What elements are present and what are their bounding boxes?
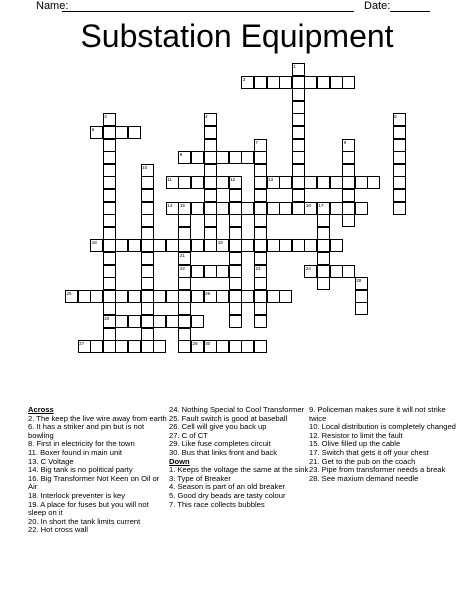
down-clue: 5. Good dry beads are tasty colour — [169, 490, 286, 500]
grid-cell[interactable] — [166, 202, 179, 215]
grid-cell[interactable] — [279, 239, 292, 252]
clue-number: 26 — [205, 290, 211, 296]
grid-cell[interactable] — [292, 88, 305, 101]
grid-cell[interactable] — [128, 290, 141, 303]
clue-number: 6 — [91, 127, 95, 132]
across-clue: 2. The keep the live wire away from earth — [28, 413, 167, 423]
grid-cell[interactable] — [178, 302, 191, 315]
grid-cell[interactable] — [292, 189, 305, 202]
grid-cell[interactable] — [128, 239, 141, 252]
grid-cell[interactable] — [78, 340, 91, 353]
down-clue: 7. This race collects bubbles — [169, 499, 265, 509]
clue-number: 9 — [343, 139, 347, 145]
grid-cell[interactable] — [153, 239, 166, 252]
grid-cell[interactable] — [128, 340, 141, 353]
clue-number: 12 — [230, 177, 236, 183]
grid-cell[interactable] — [267, 239, 280, 252]
grid-cell[interactable] — [342, 164, 355, 177]
grid-cell[interactable] — [178, 202, 191, 215]
down-clue: 12. Resistor to limit the fault — [309, 430, 403, 440]
grid-cell[interactable] — [279, 202, 292, 215]
grid-cell[interactable] — [78, 290, 91, 303]
grid-cell[interactable] — [153, 340, 166, 353]
grid-cell[interactable] — [103, 214, 116, 227]
grid-cell[interactable] — [393, 176, 406, 189]
grid-cell[interactable] — [393, 113, 406, 126]
grid-cell[interactable] — [342, 76, 355, 89]
grid-cell[interactable] — [254, 164, 267, 177]
grid-cell[interactable] — [254, 189, 267, 202]
clue-number: 1 — [293, 64, 296, 69]
grid-cell[interactable] — [216, 340, 229, 353]
grid-cell[interactable] — [141, 214, 154, 227]
grid-cell[interactable] — [141, 328, 154, 341]
grid-cell[interactable] — [103, 315, 116, 328]
grid-cell[interactable] — [254, 151, 267, 164]
clues-section — [28, 406, 468, 606]
grid-cell[interactable] — [304, 202, 317, 215]
grid-cell[interactable] — [103, 126, 116, 139]
grid-cell[interactable] — [229, 290, 242, 303]
across-clue: 20. In short the tank limits current — [28, 516, 141, 526]
grid-cell[interactable] — [141, 252, 154, 265]
grid-cell[interactable] — [229, 176, 242, 189]
grid-cell[interactable] — [241, 76, 254, 89]
clue-number: 18 — [91, 240, 97, 246]
clue-number: 23 — [255, 265, 261, 271]
clue-number: 13 — [268, 177, 274, 183]
grid-cell[interactable] — [393, 164, 406, 177]
grid-cell[interactable] — [342, 202, 355, 215]
clue-number: 5 — [394, 114, 397, 120]
grid-cell[interactable] — [292, 113, 305, 126]
grid-cell[interactable] — [229, 302, 242, 315]
grid-cell[interactable] — [204, 265, 217, 278]
grid-cell[interactable] — [229, 214, 242, 227]
grid-cell[interactable] — [141, 340, 154, 353]
grid-cell[interactable] — [254, 290, 267, 303]
grid-cell[interactable] — [393, 151, 406, 164]
grid-cell[interactable] — [141, 189, 154, 202]
grid-cell[interactable] — [254, 76, 267, 89]
clue-number: 14 — [167, 202, 173, 208]
grid-cell[interactable] — [229, 277, 242, 290]
across-clue: 14. Big tank is no political party — [28, 465, 133, 475]
grid-cell[interactable] — [304, 176, 317, 189]
grid-cell[interactable] — [292, 151, 305, 164]
grid-cell[interactable] — [178, 277, 191, 290]
clue-number: 30 — [205, 341, 211, 347]
grid-cell[interactable] — [229, 202, 242, 215]
grid-cell[interactable] — [90, 126, 103, 139]
grid-cell[interactable] — [330, 265, 343, 278]
grid-cell[interactable] — [103, 340, 116, 353]
grid-cell[interactable] — [267, 176, 280, 189]
grid-cell[interactable] — [267, 202, 280, 215]
grid-cell[interactable] — [355, 302, 368, 315]
grid-cell[interactable] — [292, 239, 305, 252]
grid-cell[interactable] — [216, 176, 229, 189]
grid-cell[interactable] — [178, 265, 191, 278]
grid-cell[interactable] — [330, 202, 343, 215]
clue-number: 19 — [217, 240, 223, 246]
grid-cell[interactable] — [393, 139, 406, 152]
grid-cell[interactable] — [90, 340, 103, 353]
clue-number: 16 — [305, 202, 311, 208]
grid-cell[interactable] — [103, 328, 116, 341]
grid-cell[interactable] — [254, 265, 267, 278]
grid-cell[interactable] — [103, 302, 116, 315]
clues-column-2 — [169, 406, 309, 509]
grid-cell[interactable] — [204, 239, 217, 252]
grid-cell[interactable] — [229, 189, 242, 202]
grid-cell[interactable] — [103, 176, 116, 189]
grid-cell[interactable] — [317, 176, 330, 189]
across-clue: 11. Boxer found in main unit — [28, 447, 122, 457]
grid-cell[interactable] — [254, 176, 267, 189]
grid-cell[interactable] — [204, 227, 217, 240]
grid-cell[interactable] — [241, 202, 254, 215]
grid-cell[interactable] — [355, 202, 368, 215]
across-clue: 25. Fault switch is good at baseball — [169, 413, 288, 423]
grid-cell[interactable] — [178, 176, 191, 189]
grid-cell[interactable] — [103, 139, 116, 152]
across-clue: 30. Bus that links front and back — [169, 447, 278, 457]
grid-cell[interactable] — [141, 164, 154, 177]
grid-cell[interactable] — [254, 315, 267, 328]
clue-number: 24 — [305, 265, 311, 271]
grid-cell[interactable] — [178, 239, 191, 252]
across-clue: 18. Interlock preventer is key — [28, 490, 126, 500]
grid-cell[interactable] — [166, 290, 179, 303]
grid-cell[interactable] — [216, 290, 229, 303]
grid-cell[interactable] — [279, 176, 292, 189]
across-clue: 22. Hot cross wall — [28, 525, 88, 535]
down-heading: Down — [169, 456, 190, 466]
grid-cell[interactable] — [330, 176, 343, 189]
grid-cell[interactable] — [216, 239, 229, 252]
grid-cell[interactable] — [216, 265, 229, 278]
grid-cell[interactable] — [141, 290, 154, 303]
grid-cell[interactable] — [204, 340, 217, 353]
grid-cell[interactable] — [103, 265, 116, 278]
across-clue: 8. First in electricity for the town — [28, 439, 135, 449]
grid-cell[interactable] — [178, 214, 191, 227]
grid-cell[interactable] — [178, 315, 191, 328]
grid-cell[interactable] — [191, 290, 204, 303]
grid-cell[interactable] — [292, 76, 305, 89]
grid-cell[interactable] — [141, 315, 154, 328]
across-heading: Across — [28, 405, 54, 414]
down-clue: 23. Pipe from transformer needs a break — [309, 465, 446, 475]
grid-cell[interactable] — [153, 290, 166, 303]
clue-number: 4 — [205, 114, 208, 120]
down-clue: 21. Get to the pub on the coach — [309, 456, 416, 466]
grid-cell[interactable] — [216, 202, 229, 215]
grid-cell[interactable] — [317, 252, 330, 265]
grid-cell[interactable] — [342, 189, 355, 202]
grid-cell[interactable] — [191, 176, 204, 189]
grid-cell[interactable] — [103, 202, 116, 215]
clue-number: 8 — [179, 152, 183, 158]
grid-cell[interactable] — [204, 139, 217, 152]
grid-cell[interactable] — [115, 126, 128, 139]
grid-cell[interactable] — [292, 63, 305, 76]
grid-cell[interactable] — [128, 126, 141, 139]
grid-cell[interactable] — [229, 239, 242, 252]
grid-cell[interactable] — [292, 126, 305, 139]
grid-cell[interactable] — [342, 214, 355, 227]
grid-cell[interactable] — [103, 252, 116, 265]
grid-cell[interactable] — [367, 176, 380, 189]
grid-cell[interactable] — [103, 290, 116, 303]
grid-cell[interactable] — [65, 290, 78, 303]
grid-cell[interactable] — [115, 315, 128, 328]
clue-number: 7 — [255, 139, 259, 145]
grid-cell[interactable] — [191, 265, 204, 278]
grid-cell[interactable] — [342, 265, 355, 278]
grid-cell[interactable] — [204, 189, 217, 202]
grid-cell[interactable] — [178, 290, 191, 303]
across-clue: 26. Cell will give you back up — [169, 422, 267, 432]
grid-cell[interactable] — [229, 315, 242, 328]
grid-cell[interactable] — [216, 151, 229, 164]
grid-cell[interactable] — [304, 76, 317, 89]
grid-cell[interactable] — [103, 164, 116, 177]
grid-cell[interactable] — [254, 139, 267, 152]
clues-column-3 — [309, 406, 459, 483]
grid-cell[interactable] — [178, 227, 191, 240]
grid-cell[interactable] — [241, 239, 254, 252]
grid-cell[interactable] — [393, 202, 406, 215]
grid-cell[interactable] — [317, 227, 330, 240]
grid-cell[interactable] — [317, 214, 330, 227]
grid-cell[interactable] — [279, 290, 292, 303]
down-clue: 28. See maxium demand needle — [309, 473, 419, 483]
grid-cell[interactable] — [241, 151, 254, 164]
down-clue: 10. Local distribution is completely changed — [309, 422, 456, 432]
grid-cell[interactable] — [204, 126, 217, 139]
grid-cell[interactable] — [128, 315, 141, 328]
grid-cell[interactable] — [166, 239, 179, 252]
clue-number: 27 — [79, 341, 85, 347]
page-title: Substation Equipment — [80, 18, 394, 54]
grid-cell[interactable] — [191, 340, 204, 353]
grid-cell[interactable] — [229, 227, 242, 240]
clues-column-1 — [28, 406, 168, 535]
grid-cell[interactable] — [254, 340, 267, 353]
grid-cell[interactable] — [355, 277, 368, 290]
down-clue: 17. Switch that gets it off your chest — [309, 447, 429, 457]
clue-number: 25 — [66, 290, 72, 296]
grid-cell[interactable] — [90, 239, 103, 252]
grid-cell[interactable] — [355, 176, 368, 189]
grid-cell[interactable] — [292, 101, 305, 114]
grid-cell[interactable] — [254, 252, 267, 265]
grid-cell[interactable] — [204, 176, 217, 189]
across-clue: 29. Like fuse completes circuit — [169, 439, 271, 449]
grid-cell[interactable] — [267, 76, 280, 89]
grid-cell[interactable] — [317, 265, 330, 278]
grid-cell[interactable] — [317, 76, 330, 89]
grid-cell[interactable] — [330, 76, 343, 89]
grid-cell[interactable] — [166, 176, 179, 189]
across-clue: 16. Big Transformer Not Keen on Oil or Air — [28, 473, 160, 492]
grid-cell[interactable] — [115, 340, 128, 353]
clue-number: 29 — [192, 341, 198, 347]
grid-cell[interactable] — [304, 239, 317, 252]
date-label: Date: — [364, 0, 391, 12]
grid-cell[interactable] — [141, 239, 154, 252]
grid-cell[interactable] — [141, 277, 154, 290]
grid-cell[interactable] — [267, 290, 280, 303]
grid-cell[interactable] — [204, 113, 217, 126]
grid-cell[interactable] — [254, 202, 267, 215]
date-field[interactable] — [390, 11, 430, 12]
grid-cell[interactable] — [317, 277, 330, 290]
grid-cell[interactable] — [178, 340, 191, 353]
grid-cell[interactable] — [292, 139, 305, 152]
grid-cell[interactable] — [241, 290, 254, 303]
grid-cell[interactable] — [103, 113, 116, 126]
clue-number: 17 — [318, 202, 324, 208]
grid-cell[interactable] — [229, 252, 242, 265]
grid-cell[interactable] — [241, 340, 254, 353]
down-clue: 15. Olive filled up the cable — [309, 439, 401, 449]
name-field[interactable] — [62, 11, 354, 12]
grid-cell[interactable] — [342, 176, 355, 189]
clue-number: 28 — [356, 278, 362, 284]
grid-cell[interactable] — [103, 277, 116, 290]
down-clue: 4. Season is part of an old breaker — [169, 482, 286, 492]
grid-cell[interactable] — [229, 265, 242, 278]
down-clue: 1. Keeps the voltage the same at the sink — [169, 465, 309, 475]
across-clue: 13. C Voltage — [28, 456, 74, 466]
down-clue: 3. Type of Breaker — [169, 473, 231, 483]
grid-cell[interactable] — [178, 328, 191, 341]
grid-cell[interactable] — [292, 176, 305, 189]
across-clue: 19. A place for fuses but you will not sleep on it — [28, 499, 149, 518]
grid-cell[interactable] — [141, 202, 154, 215]
grid-cell[interactable] — [292, 202, 305, 215]
grid-cell[interactable] — [304, 265, 317, 278]
grid-cell[interactable] — [393, 126, 406, 139]
grid-cell[interactable] — [103, 227, 116, 240]
grid-cell[interactable] — [355, 290, 368, 303]
grid-cell[interactable] — [103, 239, 116, 252]
grid-cell[interactable] — [254, 302, 267, 315]
grid-cell[interactable] — [103, 151, 116, 164]
grid-cell[interactable] — [141, 265, 154, 278]
grid-cell[interactable] — [115, 239, 128, 252]
grid-cell[interactable] — [103, 189, 116, 202]
grid-cell[interactable] — [204, 214, 217, 227]
grid-cell[interactable] — [191, 151, 204, 164]
grid-cell[interactable] — [90, 290, 103, 303]
grid-cell[interactable] — [141, 302, 154, 315]
grid-cell[interactable] — [254, 239, 267, 252]
clue-number: 20 — [104, 316, 110, 321]
name-label: Name: — [36, 0, 69, 12]
grid-cell[interactable] — [191, 239, 204, 252]
grid-cell[interactable] — [166, 315, 179, 328]
grid-cell[interactable] — [279, 76, 292, 89]
grid-cell[interactable] — [204, 290, 217, 303]
grid-cell[interactable] — [178, 151, 191, 164]
grid-cell[interactable] — [204, 202, 217, 215]
grid-cell[interactable] — [141, 227, 154, 240]
across-clue: 27. C of CT — [169, 430, 208, 440]
grid-cell[interactable] — [342, 151, 355, 164]
grid-cell[interactable] — [115, 290, 128, 303]
grid-cell[interactable] — [292, 164, 305, 177]
grid-cell[interactable] — [342, 139, 355, 152]
grid-cell[interactable] — [229, 151, 242, 164]
grid-cell[interactable] — [191, 202, 204, 215]
clue-number: 3 — [104, 114, 107, 120]
grid-cell[interactable] — [330, 239, 343, 252]
grid-cell[interactable] — [254, 277, 267, 290]
grid-cell[interactable] — [141, 176, 154, 189]
grid-cell[interactable] — [153, 315, 166, 328]
grid-cell[interactable] — [254, 214, 267, 227]
across-clue: 24. Nothing Special to Cool Transformer — [169, 405, 305, 414]
grid-cell[interactable] — [254, 227, 267, 240]
grid-cell[interactable] — [229, 340, 242, 353]
grid-cell[interactable] — [317, 202, 330, 215]
clue-number: 22 — [179, 265, 185, 271]
clue-number: 21 — [179, 253, 185, 258]
grid-cell[interactable] — [204, 151, 217, 164]
grid-cell[interactable] — [178, 252, 191, 265]
clue-number: 10 — [142, 164, 148, 170]
clue-number: 15 — [179, 202, 185, 208]
clue-number: 11 — [167, 177, 172, 183]
grid-cell[interactable] — [317, 239, 330, 252]
grid-cell[interactable] — [191, 315, 204, 328]
grid-cell[interactable] — [204, 164, 217, 177]
across-clue: 6. It has a striker and pin but is not bowling — [28, 422, 145, 440]
clue-number: 2 — [242, 76, 246, 82]
down-clue: 9. Policeman makes sure it will not strike twice — [309, 405, 446, 423]
grid-cell[interactable] — [393, 189, 406, 202]
